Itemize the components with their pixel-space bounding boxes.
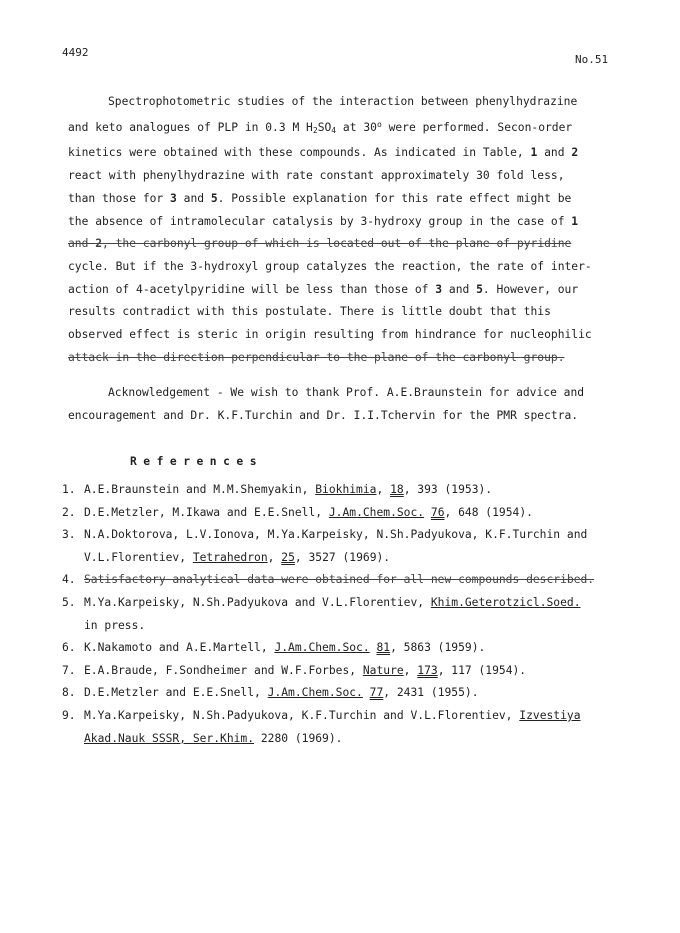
text-line: and keto analogues of PLP in 0.3 M $H_2SO_4$ at 30$^o$ were performed. Secon-order xyxy=(68,119,573,135)
reference-item: 8. D.E.Metzler and E.E.Snell, J.Am.Chem.Soc. 77, 2431 (1955). xyxy=(62,686,479,700)
reference-item: 5. M.Ya.Karpeisky, N.Sh.Padyukova and V.L.Florentiev, Khim.Geterotzicl.Soed. in press. xyxy=(62,595,581,632)
page-number: 4492 xyxy=(62,46,89,59)
text-line: attack in the direction perpendicular to the plane of the carbonyl group. xyxy=(68,350,565,364)
text-line: encouragement and Dr. K.F.Turchin and Dr. I.I.Tchervin for the PMR spectra. xyxy=(68,408,579,422)
reference-item: 4. Satisfactory analytical data were obtained for all new compounds described. xyxy=(62,573,595,587)
text-line: observed effect is steric in origin resulting from hindrance for nucleophilic xyxy=(68,328,592,342)
references-heading: References xyxy=(130,455,264,468)
text-line: Spectrophotometric studies of the interaction between phenylhydrazine xyxy=(108,95,578,108)
text-line: cycle. But if the 3-hydroxyl group catalyzes the reaction, the rate of inter- xyxy=(68,259,592,273)
reference-item: 6. K.Nakamoto and A.E.Martell, J.Am.Chem.Soc. 81, 5863 (1959). xyxy=(62,641,486,655)
issue-number: No.51 xyxy=(575,53,609,66)
text-line: than those for 3 and 5. Possible explanation for this rate effect might be xyxy=(68,191,572,205)
reference-item: 7. E.A.Braude, F.Sondheimer and W.F.Forbes, Nature, 173, 117 (1954). xyxy=(62,663,527,677)
reference-item: 1. A.E.Braunstein and M.M.Shemyakin, Biokhimia, 18, 393 (1953). xyxy=(62,483,493,496)
text-line: react with phenylhydrazine with rate constant approximately 30 fold less, xyxy=(68,169,565,183)
main-paragraph xyxy=(68,91,628,369)
text-line: results contradict with this postulate. There is little doubt that this xyxy=(68,305,551,319)
text-line: kinetics were obtained with these compounds. As indicated in Table, 1 and 2 xyxy=(68,146,579,160)
text-line: action of 4-acetylpyridine will be less than those of 3 and 5. However, our xyxy=(68,282,579,296)
text-line: Acknowledgement - We wish to thank Prof. A.E.Braunstein for advice and xyxy=(108,386,585,399)
text-line: the absence of intramolecular catalysis by 3-hydroxy group in the case of 1 xyxy=(68,214,579,228)
acknowledgement xyxy=(68,382,628,427)
reference-list xyxy=(62,479,652,750)
reference-item: 2. D.E.Metzler, M.Ikawa and E.E.Snell, J.Am.Chem.Soc. 76, 648 (1954). xyxy=(62,505,533,519)
reference-item: 9. M.Ya.Karpeisky, N.Sh.Padyukova, K.F.Turchin and V.L.Florentiev, Izvestiya Akad.Nauk SSSR, Ser.Khim. 2280 (1969). xyxy=(62,708,581,745)
text-line: and 2, the carbonyl group of which is located out of the plane of pyridine xyxy=(68,237,572,251)
reference-item: 3. N.A.Doktorova, L.V.Ionova, M.Ya.Karpeisky, N.Sh.Padyukova, K.F.Turchin and V.L.Florentiev, Tetrahedron, 25, 3527 (1969). xyxy=(62,528,588,564)
